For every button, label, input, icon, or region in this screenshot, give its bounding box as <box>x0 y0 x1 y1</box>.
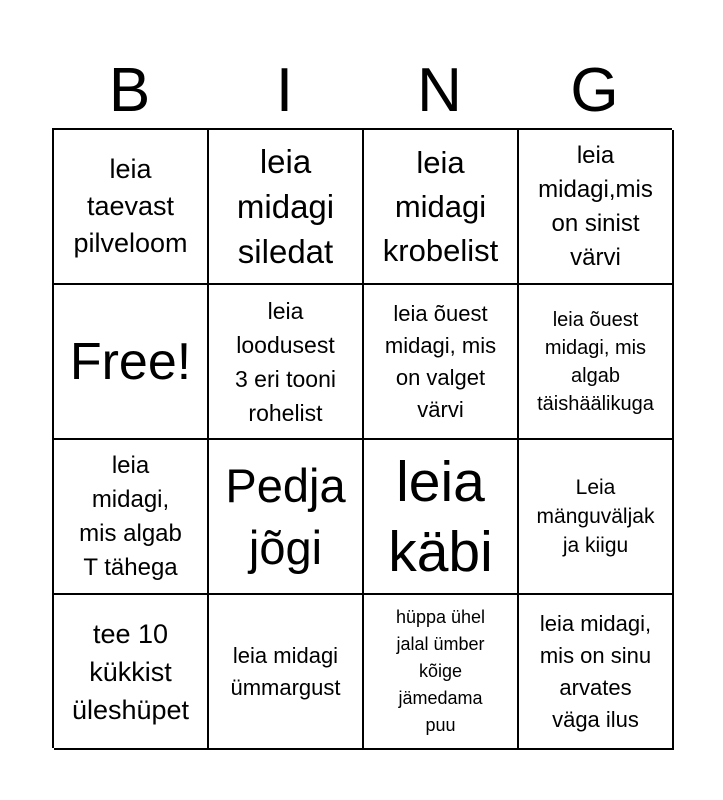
bingo-cell[interactable] <box>364 285 519 440</box>
bingo-cell[interactable] <box>54 440 209 595</box>
cell-text: Leia mänguväljak ja kiigu <box>536 476 655 557</box>
free-space-text: Free! <box>69 332 192 391</box>
bingo-cell[interactable] <box>209 595 364 750</box>
bingo-grid <box>52 128 672 748</box>
cell-text: Pedja jõgi <box>225 458 346 574</box>
header-letter-g: G <box>570 56 619 125</box>
bingo-cell[interactable] <box>519 595 674 750</box>
cell-text: leia midagi ümmargust <box>230 642 341 700</box>
cell-text: leia õuest midagi, mis on valget värvi <box>384 300 497 422</box>
bingo-cell[interactable] <box>364 440 519 595</box>
header-letter-b: B <box>108 56 151 125</box>
bingo-cell[interactable] <box>519 285 674 440</box>
cell-text: leia käbi <box>388 449 493 584</box>
bingo-cell[interactable] <box>209 285 364 440</box>
header-letter-i: I <box>275 56 294 125</box>
free-space[interactable] <box>54 285 209 440</box>
bingo-cell[interactable] <box>364 130 519 285</box>
bingo-cell[interactable] <box>209 440 364 595</box>
cell-text: leia õuest midagi, mis algab täishäälikuga <box>537 308 654 415</box>
header-letter-n: N <box>417 56 462 125</box>
cell-text: leia taevast pilveloom <box>73 154 188 258</box>
cell-text: leia midagi,mis on sinist värvi <box>538 141 653 271</box>
bingo-cell[interactable] <box>209 130 364 285</box>
cell-text: hüppa ühel jalal ümber kõige jämedama puu <box>395 607 486 735</box>
bingo-cell[interactable] <box>54 130 209 285</box>
cell-text: leia midagi, mis on sinu arvates väga ilus <box>539 610 652 732</box>
bingo-cell[interactable] <box>54 595 209 750</box>
cell-text: leia midagi, mis algab T tähega <box>79 451 182 581</box>
bingo-cell[interactable] <box>364 595 519 750</box>
cell-text: leia midagi krobelist <box>382 144 499 268</box>
cell-text: tee 10 kükkist üleshüpet <box>71 618 190 725</box>
bingo-header <box>52 55 672 127</box>
cell-text: leia loodusest 3 eri tooni rohelist <box>234 297 336 426</box>
bingo-cell[interactable] <box>519 130 674 285</box>
bingo-cell[interactable] <box>519 440 674 595</box>
cell-text: leia midagi siledat <box>236 143 335 270</box>
